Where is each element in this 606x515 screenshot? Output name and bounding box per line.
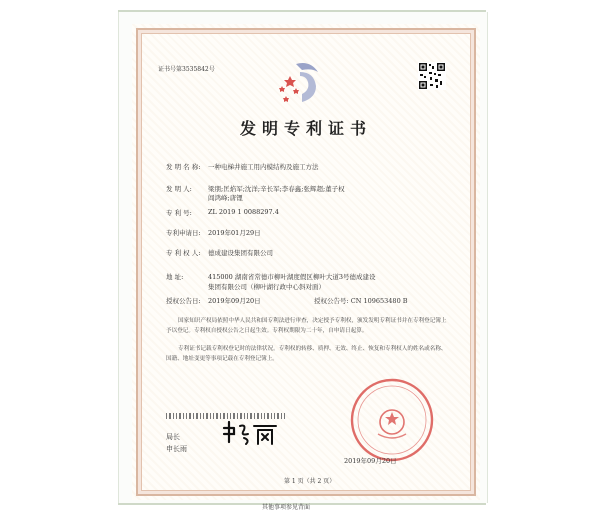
seal-date: 2019年09月20日	[344, 457, 397, 465]
field-value-filing-date: 2019年01月29日	[208, 229, 261, 237]
certificate-number: 证书号第3535842号	[158, 66, 215, 73]
field-label-patent-no: 专 利 号:	[166, 209, 192, 217]
field-label-name: 发 明 名 称:	[166, 163, 201, 171]
field-value-inventor-cont: 闾鸿峰;唐锂	[208, 194, 243, 202]
field-label-filing-date: 专利申请日:	[166, 229, 201, 237]
director-name: 申长雨	[166, 445, 187, 453]
official-seal-icon	[348, 376, 436, 464]
field-label-patentee: 专 利 权 人:	[166, 249, 201, 257]
statement-paragraph-2: 专利证书记载专利权登记时的法律状况。专利权的转移、质押、无效、终止、恢复和专利权人的姓名或名称、国籍、地址变更等事项记载在专利登记簿上。	[166, 346, 447, 362]
field-value-patent-no: ZL 2019 1 0088297.4	[208, 208, 279, 216]
field-label-address: 地 址:	[166, 273, 184, 281]
signature-icon	[220, 418, 280, 448]
field-value-grant-date: 2019年09月20日	[208, 297, 261, 305]
page-number: 第 1 页（共 2 页）	[284, 478, 336, 485]
barcode-strip	[166, 404, 286, 410]
patent-certificate	[132, 24, 480, 500]
field-value-address-cont: 集团有限公司（柳叶湖行政中心斜对面）	[208, 283, 325, 291]
field-value-address: 415000 湖南省常德市柳叶湖度假区柳叶大道3号德成建设	[208, 273, 376, 281]
qr-code-icon	[418, 62, 446, 90]
certificate-title: 发明专利证书	[239, 119, 372, 138]
director-title: 局长	[166, 433, 180, 441]
field-value-name: 一种电梯井施工用内模结构及施工方法	[208, 163, 319, 171]
footer-note: 其他事项参见背面	[262, 504, 311, 511]
field-value-patentee: 德成建设集团有限公司	[208, 249, 273, 257]
statement-paragraph-1: 国家知识产权局依照中华人民共和国专利法进行审查，决定授予专利权，颁发发明专利证书并在专利登记簿上予以登记。专利权自授权公告之日起生效。专利权期限为二十年，自申请日起算。	[166, 318, 447, 334]
field-label-grant-date: 授权公告日:	[166, 297, 201, 305]
field-value-inventor: 梁朋;匡焰军;沈洋;辛长军;李春鑫;张辉超;董子权	[208, 185, 345, 193]
field-label-inventor: 发 明 人:	[166, 185, 192, 193]
cnipa-logo-icon	[272, 58, 330, 108]
field-value-grant-no: 授权公告号: CN 109653480 B	[314, 297, 408, 305]
